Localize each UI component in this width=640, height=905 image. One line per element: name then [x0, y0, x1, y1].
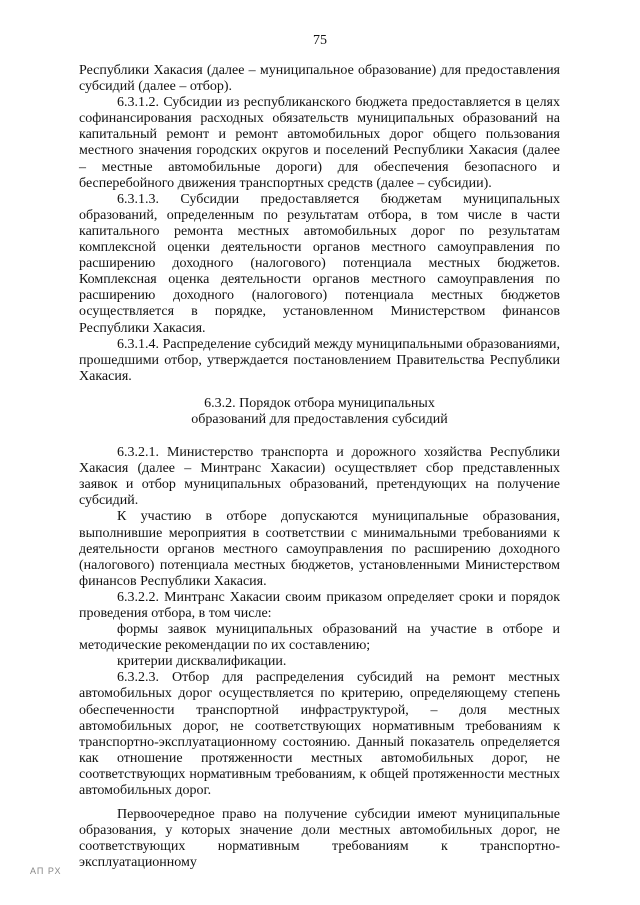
page-number: 75 [313, 33, 327, 48]
document-body [79, 63, 560, 872]
paragraph-6-3-1-3: 6.3.1.3. Субсидии предоставляется бюджетам муниципальных образований, определенным по результатам отбора, в том числе в части капитального ремонта местных автомобильных дорог по результатам комплексной оценки деятельности органов местного самоуправления по расширению доходного (налогового) потенциала местных бюджетов. Комплексная оценка деятельности органов местного самоуправления по расширению доходного (налогового) потенциала местных бюджетов осуществляется в порядке, установленном Министерством финансов Республики Хакасия. [79, 191, 560, 336]
paragraph-criteria: критерии дисквалификации. [117, 654, 287, 670]
section-heading-line-2: образований для предоставления субсидий [191, 411, 448, 427]
paragraph-priority-right: Первоочередное право на получение субсидии имеют муниципальные образования, у которых значение доли местных автомобильных дорог, не соответствующих нормативным требованиям к транспортно-эксплуатационному [79, 807, 560, 871]
paragraph-admission: К участию в отборе допускаются муниципальные образования, выполнившие мероприятия в соответствии с минимальными требованиями к деятельности органов местного самоуправления по расширению доходного (налогового) потенциала местных бюджетов, установленными Министерством финансов Республики Хакасия. [79, 509, 560, 589]
section-heading-line-1: 6.3.2. Порядок отбора муниципальных [204, 395, 435, 411]
paragraph-6-3-1-2: 6.3.1.2. Субсидии из республиканского бюджета предоставляется в целях софинансирования расходных обязательств муниципальных образований на капитальный ремонт и ремонт автомобильных дорог общего пользования местного значения городских округов и поселений Республики Хакасия (далее – местные автомобильные дороги) для обеспечения безопасного и бесперебойного движения транспортных средств (далее – субсидии). [79, 95, 560, 191]
paragraph-6-3-1-4: 6.3.1.4. Распределение субсидий между муниципальными образованиями, прошедшими отбор, утверждается постановлением Правительства Республики Хакасия. [79, 336, 560, 384]
paragraph-6-3-2-1: 6.3.2.1. Министерство транспорта и дорожного хозяйства Республики Хакасия (далее – Минтранс Хакасии) осуществляет сбор представленных заявок и отбор муниципальных образований, претендующих на получение субсидий. [79, 445, 560, 509]
section-heading [79, 396, 560, 428]
paragraph-forms: формы заявок муниципальных образований на участие в отборе и методические рекомендации по их составлению; [79, 622, 560, 654]
footer-mark: АП РХ [30, 866, 62, 876]
paragraph-continuation: Республики Хакасия (далее – муниципальное образование) для предоставления субсидий (далее – отбор). [79, 63, 560, 95]
paragraph-6-3-2-3: 6.3.2.3. Отбор для распределения субсидий на ремонт местных автомобильных дорог осуществляется по критерию, определяющему степень обеспеченности транспортной инфраструктурой, – доля местных автомобильных дорог, не соответствующих нормативным требованиям к транспортно-эксплуатационному состоянию. Данный показатель определяется как отношение протяженности местных автомобильных дорог, не соответствующих нормативным требованиям, к общей протяженности местных автомобильных дорог. [79, 670, 560, 799]
paragraph-6-3-2-2: 6.3.2.2. Минтранс Хакасии своим приказом определяет сроки и порядок проведения отбора, в том числе: [79, 589, 560, 621]
